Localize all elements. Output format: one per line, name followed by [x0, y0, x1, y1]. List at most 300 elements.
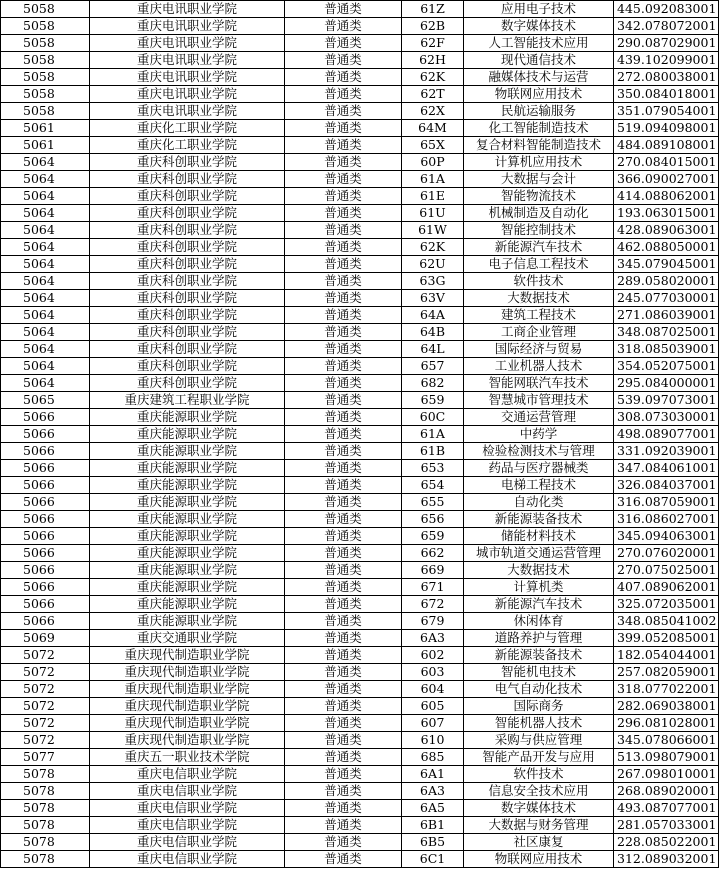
- major-name-cell: 国际经济与贸易: [464, 341, 614, 358]
- major-name-cell: 智慧城市管理技术: [464, 392, 614, 409]
- score-cell: 316.086027001: [614, 511, 719, 528]
- major-code-cell: 64B: [402, 324, 464, 341]
- major-code-cell: 602: [402, 647, 464, 664]
- school-name-cell: 重庆能源职业学院: [90, 460, 285, 477]
- table-row: [1, 698, 719, 715]
- category-cell: 普通类: [285, 800, 402, 817]
- school-name-cell: 重庆能源职业学院: [90, 528, 285, 545]
- category-cell: 普通类: [285, 392, 402, 409]
- score-cell: 399.052085001: [614, 630, 719, 647]
- major-code-cell: 669: [402, 562, 464, 579]
- major-code-cell: 6A1: [402, 766, 464, 783]
- major-code-cell: 62K: [402, 239, 464, 256]
- category-cell: 普通类: [285, 222, 402, 239]
- score-cell: 271.086039001: [614, 307, 719, 324]
- major-name-cell: 大数据与会计: [464, 171, 614, 188]
- school-code-cell: 5066: [1, 613, 90, 630]
- score-cell: 428.089063001: [614, 222, 719, 239]
- school-name-cell: 重庆科创职业学院: [90, 171, 285, 188]
- school-name-cell: 重庆电信职业学院: [90, 834, 285, 851]
- major-code-cell: 672: [402, 596, 464, 613]
- school-code-cell: 5064: [1, 324, 90, 341]
- score-cell: 326.084037001: [614, 477, 719, 494]
- major-name-cell: 大数据技术: [464, 290, 614, 307]
- score-cell: 348.087025001: [614, 324, 719, 341]
- major-name-cell: 采购与供应管理: [464, 732, 614, 749]
- major-code-cell: 61B: [402, 443, 464, 460]
- table-row: [1, 154, 719, 171]
- major-name-cell: 数字媒体技术: [464, 800, 614, 817]
- school-code-cell: 5064: [1, 205, 90, 222]
- major-code-cell: 60P: [402, 154, 464, 171]
- table-row: [1, 579, 719, 596]
- score-cell: 193.063015001: [614, 205, 719, 222]
- table-row: [1, 324, 719, 341]
- major-code-cell: 60C: [402, 409, 464, 426]
- category-cell: 普通类: [285, 749, 402, 766]
- school-code-cell: 5064: [1, 171, 90, 188]
- school-code-cell: 5072: [1, 647, 90, 664]
- score-cell: 539.097073001: [614, 392, 719, 409]
- school-name-cell: 重庆科创职业学院: [90, 205, 285, 222]
- score-cell: 513.098079001: [614, 749, 719, 766]
- major-code-cell: 610: [402, 732, 464, 749]
- score-cell: 445.092083001: [614, 1, 719, 18]
- major-name-cell: 应用电子技术: [464, 1, 614, 18]
- school-name-cell: 重庆五一职业技术学院: [90, 749, 285, 766]
- major-code-cell: 61Z: [402, 1, 464, 18]
- major-name-cell: 新能源汽车技术: [464, 596, 614, 613]
- school-code-cell: 5077: [1, 749, 90, 766]
- major-name-cell: 检验检测技术与管理: [464, 443, 614, 460]
- school-name-cell: 重庆电讯职业学院: [90, 1, 285, 18]
- major-code-cell: 6C1: [402, 851, 464, 868]
- category-cell: 普通类: [285, 715, 402, 732]
- category-cell: 普通类: [285, 732, 402, 749]
- major-code-cell: 682: [402, 375, 464, 392]
- school-code-cell: 5072: [1, 732, 90, 749]
- score-cell: 345.078066001: [614, 732, 719, 749]
- school-code-cell: 5066: [1, 494, 90, 511]
- school-name-cell: 重庆电信职业学院: [90, 766, 285, 783]
- category-cell: 普通类: [285, 409, 402, 426]
- table-row: [1, 137, 719, 154]
- score-cell: 347.084061001: [614, 460, 719, 477]
- school-code-cell: 5058: [1, 86, 90, 103]
- school-code-cell: 5058: [1, 35, 90, 52]
- table-row: [1, 256, 719, 273]
- major-name-cell: 软件技术: [464, 273, 614, 290]
- category-cell: 普通类: [285, 256, 402, 273]
- category-cell: 普通类: [285, 120, 402, 137]
- school-name-cell: 重庆化工职业学院: [90, 120, 285, 137]
- table-row: [1, 545, 719, 562]
- table-row: [1, 562, 719, 579]
- category-cell: 普通类: [285, 1, 402, 18]
- table-row: [1, 120, 719, 137]
- major-code-cell: 6A3: [402, 630, 464, 647]
- category-cell: 普通类: [285, 307, 402, 324]
- category-cell: 普通类: [285, 766, 402, 783]
- table-row: [1, 18, 719, 35]
- category-cell: 普通类: [285, 443, 402, 460]
- score-cell: 407.089062001: [614, 579, 719, 596]
- major-code-cell: 63V: [402, 290, 464, 307]
- table-row: [1, 511, 719, 528]
- score-cell: 295.084000001: [614, 375, 719, 392]
- major-name-cell: 信息安全技术应用: [464, 783, 614, 800]
- score-cell: 351.079054001: [614, 103, 719, 120]
- school-code-cell: 5072: [1, 698, 90, 715]
- school-code-cell: 5078: [1, 851, 90, 868]
- category-cell: 普通类: [285, 528, 402, 545]
- school-code-cell: 5066: [1, 443, 90, 460]
- score-cell: 345.094063001: [614, 528, 719, 545]
- school-code-cell: 5066: [1, 511, 90, 528]
- table-row: [1, 409, 719, 426]
- table-row: [1, 52, 719, 69]
- major-name-cell: 自动化类: [464, 494, 614, 511]
- table-row: [1, 664, 719, 681]
- major-name-cell: 机械制造及自动化: [464, 205, 614, 222]
- major-code-cell: 61E: [402, 188, 464, 205]
- major-name-cell: 储能材料技术: [464, 528, 614, 545]
- major-name-cell: 中药学: [464, 426, 614, 443]
- table-row: [1, 307, 719, 324]
- school-code-cell: 5066: [1, 545, 90, 562]
- school-name-cell: 重庆现代制造职业学院: [90, 698, 285, 715]
- table-row: [1, 188, 719, 205]
- score-cell: 414.088062001: [614, 188, 719, 205]
- school-name-cell: 重庆电信职业学院: [90, 817, 285, 834]
- score-cell: 257.082059001: [614, 664, 719, 681]
- table-row: [1, 800, 719, 817]
- school-code-cell: 5072: [1, 681, 90, 698]
- school-name-cell: 重庆科创职业学院: [90, 324, 285, 341]
- major-name-cell: 智能机器人技术: [464, 715, 614, 732]
- school-code-cell: 5078: [1, 783, 90, 800]
- major-name-cell: 融媒体技术与运营: [464, 69, 614, 86]
- school-code-cell: 5064: [1, 273, 90, 290]
- major-name-cell: 物联网应用技术: [464, 86, 614, 103]
- category-cell: 普通类: [285, 596, 402, 613]
- major-code-cell: 655: [402, 494, 464, 511]
- major-code-cell: 659: [402, 528, 464, 545]
- category-cell: 普通类: [285, 18, 402, 35]
- school-name-cell: 重庆科创职业学院: [90, 358, 285, 375]
- school-name-cell: 重庆电讯职业学院: [90, 103, 285, 120]
- table-row: [1, 392, 719, 409]
- table-row: [1, 494, 719, 511]
- category-cell: 普通类: [285, 341, 402, 358]
- score-cell: 519.094098001: [614, 120, 719, 137]
- major-name-cell: 休闲体育: [464, 613, 614, 630]
- major-code-cell: 61W: [402, 222, 464, 239]
- score-cell: 345.079045001: [614, 256, 719, 273]
- major-name-cell: 国际商务: [464, 698, 614, 715]
- school-code-cell: 5065: [1, 392, 90, 409]
- table-row: [1, 477, 719, 494]
- category-cell: 普通类: [285, 171, 402, 188]
- major-code-cell: 62T: [402, 86, 464, 103]
- school-name-cell: 重庆电信职业学院: [90, 851, 285, 868]
- category-cell: 普通类: [285, 783, 402, 800]
- school-code-cell: 5066: [1, 460, 90, 477]
- table-row: [1, 1, 719, 18]
- school-name-cell: 重庆现代制造职业学院: [90, 647, 285, 664]
- major-name-cell: 智能产品开发与应用: [464, 749, 614, 766]
- major-name-cell: 工业机器人技术: [464, 358, 614, 375]
- score-cell: 498.089077001: [614, 426, 719, 443]
- category-cell: 普通类: [285, 137, 402, 154]
- score-cell: 348.085041002: [614, 613, 719, 630]
- major-name-cell: 计算机应用技术: [464, 154, 614, 171]
- major-name-cell: 药品与医疗器械类: [464, 460, 614, 477]
- category-cell: 普通类: [285, 613, 402, 630]
- table-row: [1, 375, 719, 392]
- score-cell: 318.077022001: [614, 681, 719, 698]
- major-code-cell: 605: [402, 698, 464, 715]
- major-code-cell: 604: [402, 681, 464, 698]
- score-cell: 331.092039001: [614, 443, 719, 460]
- table-row: [1, 630, 719, 647]
- school-name-cell: 重庆能源职业学院: [90, 477, 285, 494]
- major-code-cell: 653: [402, 460, 464, 477]
- score-cell: 270.084015001: [614, 154, 719, 171]
- school-name-cell: 重庆科创职业学院: [90, 341, 285, 358]
- category-cell: 普通类: [285, 205, 402, 222]
- major-code-cell: 65X: [402, 137, 464, 154]
- major-code-cell: 61A: [402, 171, 464, 188]
- score-cell: 354.052075001: [614, 358, 719, 375]
- category-cell: 普通类: [285, 426, 402, 443]
- category-cell: 普通类: [285, 664, 402, 681]
- score-cell: 268.089020001: [614, 783, 719, 800]
- major-code-cell: 64A: [402, 307, 464, 324]
- major-name-cell: 软件技术: [464, 766, 614, 783]
- school-code-cell: 5066: [1, 562, 90, 579]
- school-code-cell: 5064: [1, 307, 90, 324]
- school-code-cell: 5064: [1, 290, 90, 307]
- score-cell: 245.077030001: [614, 290, 719, 307]
- major-name-cell: 建筑工程技术: [464, 307, 614, 324]
- table-row: [1, 239, 719, 256]
- score-cell: 289.058020001: [614, 273, 719, 290]
- score-cell: 270.075025001: [614, 562, 719, 579]
- score-cell: 484.089108001: [614, 137, 719, 154]
- table-row: [1, 817, 719, 834]
- table-row: [1, 681, 719, 698]
- school-name-cell: 重庆能源职业学院: [90, 613, 285, 630]
- school-name-cell: 重庆能源职业学院: [90, 409, 285, 426]
- school-name-cell: 重庆化工职业学院: [90, 137, 285, 154]
- school-code-cell: 5064: [1, 188, 90, 205]
- school-name-cell: 重庆能源职业学院: [90, 596, 285, 613]
- major-code-cell: 607: [402, 715, 464, 732]
- category-cell: 普通类: [285, 375, 402, 392]
- school-code-cell: 5078: [1, 834, 90, 851]
- category-cell: 普通类: [285, 52, 402, 69]
- school-name-cell: 重庆电讯职业学院: [90, 69, 285, 86]
- school-name-cell: 重庆能源职业学院: [90, 494, 285, 511]
- score-cell: 272.080038001: [614, 69, 719, 86]
- school-code-cell: 5066: [1, 528, 90, 545]
- major-code-cell: 61U: [402, 205, 464, 222]
- major-name-cell: 现代通信技术: [464, 52, 614, 69]
- school-code-cell: 5078: [1, 817, 90, 834]
- school-code-cell: 5066: [1, 579, 90, 596]
- major-name-cell: 智能控制技术: [464, 222, 614, 239]
- score-cell: 290.087029001: [614, 35, 719, 52]
- score-cell: 282.069038001: [614, 698, 719, 715]
- major-code-cell: 62F: [402, 35, 464, 52]
- major-name-cell: 智能物流技术: [464, 188, 614, 205]
- school-code-cell: 5072: [1, 664, 90, 681]
- score-cell: 462.088050001: [614, 239, 719, 256]
- major-name-cell: 新能源装备技术: [464, 511, 614, 528]
- score-cell: 318.085039001: [614, 341, 719, 358]
- category-cell: 普通类: [285, 579, 402, 596]
- major-name-cell: 电子信息工程技术: [464, 256, 614, 273]
- score-cell: 342.078072001: [614, 18, 719, 35]
- major-code-cell: 662: [402, 545, 464, 562]
- score-cell: 182.054044001: [614, 647, 719, 664]
- major-name-cell: 化工智能制造技术: [464, 120, 614, 137]
- major-name-cell: 计算机类: [464, 579, 614, 596]
- category-cell: 普通类: [285, 273, 402, 290]
- major-code-cell: 62X: [402, 103, 464, 120]
- table-row: [1, 358, 719, 375]
- school-name-cell: 重庆能源职业学院: [90, 545, 285, 562]
- school-name-cell: 重庆能源职业学院: [90, 443, 285, 460]
- table-row: [1, 715, 719, 732]
- school-name-cell: 重庆科创职业学院: [90, 256, 285, 273]
- table-row: [1, 86, 719, 103]
- category-cell: 普通类: [285, 511, 402, 528]
- major-name-cell: 电梯工程技术: [464, 477, 614, 494]
- school-code-cell: 5064: [1, 256, 90, 273]
- score-cell: 281.057033001: [614, 817, 719, 834]
- score-cell: 493.087077001: [614, 800, 719, 817]
- major-code-cell: 62B: [402, 18, 464, 35]
- school-name-cell: 重庆交通职业学院: [90, 630, 285, 647]
- major-name-cell: 大数据技术: [464, 562, 614, 579]
- category-cell: 普通类: [285, 698, 402, 715]
- school-name-cell: 重庆科创职业学院: [90, 188, 285, 205]
- major-name-cell: 道路养护与管理: [464, 630, 614, 647]
- major-name-cell: 复合材料智能制造技术: [464, 137, 614, 154]
- major-name-cell: 数字媒体技术: [464, 18, 614, 35]
- category-cell: 普通类: [285, 647, 402, 664]
- major-code-cell: 62H: [402, 52, 464, 69]
- school-name-cell: 重庆科创职业学院: [90, 290, 285, 307]
- major-name-cell: 智能机电技术: [464, 664, 614, 681]
- category-cell: 普通类: [285, 630, 402, 647]
- table-row: [1, 69, 719, 86]
- score-cell: 270.076020001: [614, 545, 719, 562]
- category-cell: 普通类: [285, 817, 402, 834]
- table-row: [1, 35, 719, 52]
- category-cell: 普通类: [285, 154, 402, 171]
- school-code-cell: 5066: [1, 409, 90, 426]
- school-name-cell: 重庆科创职业学院: [90, 375, 285, 392]
- school-code-cell: 5061: [1, 137, 90, 154]
- school-name-cell: 重庆电讯职业学院: [90, 52, 285, 69]
- category-cell: 普通类: [285, 324, 402, 341]
- category-cell: 普通类: [285, 477, 402, 494]
- major-code-cell: 6A3: [402, 783, 464, 800]
- table-row: [1, 783, 719, 800]
- major-name-cell: 社区康复: [464, 834, 614, 851]
- table-row: [1, 205, 719, 222]
- major-code-cell: 62U: [402, 256, 464, 273]
- major-name-cell: 城市轨道交通运营管理: [464, 545, 614, 562]
- category-cell: 普通类: [285, 239, 402, 256]
- score-cell: 366.090027001: [614, 171, 719, 188]
- category-cell: 普通类: [285, 851, 402, 868]
- school-code-cell: 5058: [1, 18, 90, 35]
- table-row: [1, 290, 719, 307]
- major-code-cell: 6B1: [402, 817, 464, 834]
- major-code-cell: 63G: [402, 273, 464, 290]
- category-cell: 普通类: [285, 358, 402, 375]
- category-cell: 普通类: [285, 562, 402, 579]
- table-row: [1, 222, 719, 239]
- school-name-cell: 重庆能源职业学院: [90, 562, 285, 579]
- school-name-cell: 重庆现代制造职业学院: [90, 715, 285, 732]
- school-code-cell: 5064: [1, 239, 90, 256]
- category-cell: 普通类: [285, 35, 402, 52]
- table-row: [1, 443, 719, 460]
- school-name-cell: 重庆科创职业学院: [90, 222, 285, 239]
- category-cell: 普通类: [285, 834, 402, 851]
- major-name-cell: 智能网联汽车技术: [464, 375, 614, 392]
- category-cell: 普通类: [285, 494, 402, 511]
- category-cell: 普通类: [285, 681, 402, 698]
- category-cell: 普通类: [285, 545, 402, 562]
- school-code-cell: 5058: [1, 103, 90, 120]
- major-code-cell: 64L: [402, 341, 464, 358]
- score-cell: 312.089032001: [614, 851, 719, 868]
- table-body: [1, 1, 719, 868]
- table-row: [1, 103, 719, 120]
- major-code-cell: 61A: [402, 426, 464, 443]
- category-cell: 普通类: [285, 69, 402, 86]
- major-name-cell: 人工智能技术应用: [464, 35, 614, 52]
- table-row: [1, 647, 719, 664]
- table-row: [1, 171, 719, 188]
- table-row: [1, 732, 719, 749]
- major-name-cell: 大数据与财务管理: [464, 817, 614, 834]
- table-row: [1, 613, 719, 630]
- major-code-cell: 654: [402, 477, 464, 494]
- score-cell: 316.087059001: [614, 494, 719, 511]
- school-code-cell: 5078: [1, 766, 90, 783]
- major-name-cell: 新能源汽车技术: [464, 239, 614, 256]
- school-name-cell: 重庆电讯职业学院: [90, 86, 285, 103]
- major-code-cell: 685: [402, 749, 464, 766]
- school-name-cell: 重庆现代制造职业学院: [90, 732, 285, 749]
- major-name-cell: 物联网应用技术: [464, 851, 614, 868]
- school-code-cell: 5058: [1, 69, 90, 86]
- major-code-cell: 679: [402, 613, 464, 630]
- school-name-cell: 重庆建筑工程职业学院: [90, 392, 285, 409]
- school-name-cell: 重庆电信职业学院: [90, 800, 285, 817]
- table-row: [1, 341, 719, 358]
- table-row: [1, 766, 719, 783]
- school-name-cell: 重庆现代制造职业学院: [90, 681, 285, 698]
- school-name-cell: 重庆电讯职业学院: [90, 18, 285, 35]
